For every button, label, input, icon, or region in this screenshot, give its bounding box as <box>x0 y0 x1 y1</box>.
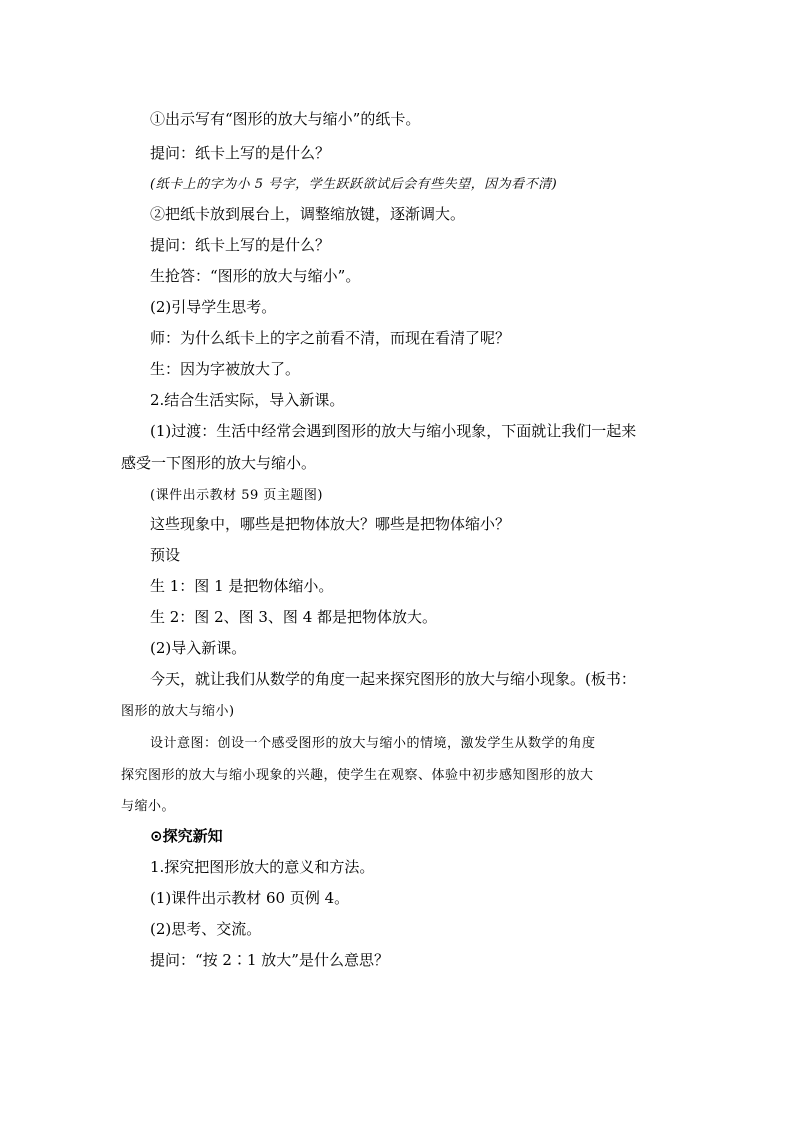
paragraph-line: (2)导入新课。 <box>150 639 247 657</box>
design-intent-line: 探究图形的放大与缩小现象的兴趣，使学生在观察、体验中初步感知图形的放大 <box>121 768 594 783</box>
paragraph-line: (1)过渡：生活中经常会遇到图形的放大与缩小现象，下面就让我们一起来 <box>150 422 637 440</box>
paragraph-line: ②把纸卡放到展台上，调整缩放键，逐渐调大。 <box>150 205 466 223</box>
paragraph-line: 提问：“按 2∶1 放大”是什么意思？ <box>150 951 389 969</box>
paragraph-line: 今天，就让我们从数学的角度一起来探究图形的放大与缩小现象。(板书： <box>150 670 636 688</box>
paragraph-line: 感受一下图形的放大与缩小。 <box>121 454 317 472</box>
paragraph-line: (1)课件出示教材 60 页例 4。 <box>150 889 350 907</box>
paragraph-line: 提问：纸卡上写的是什么？ <box>150 236 331 254</box>
paragraph-line: 生 1：图 1 是把物体缩小。 <box>150 577 334 595</box>
design-intent-line: 与缩小。 <box>121 799 176 814</box>
design-intent-line: 设计意图：创设一个感受图形的放大与缩小的情境，激发学生从数学的角度 <box>150 736 596 751</box>
paragraph-line: 1.探究把图形放大的意义和方法。 <box>150 858 375 876</box>
paragraph-line: 师：为什么纸卡上的字之前看不清，而现在看清了呢？ <box>150 329 511 347</box>
note-line: (纸卡上的字为小 5 号字，学生跃跃欲试后会有些失望，因为看不清) <box>150 177 558 192</box>
paragraph-line: 预设 <box>150 546 181 564</box>
paragraph-line: 提问：纸卡上写的是什么？ <box>150 144 331 162</box>
paragraph-line: 生抢答：“图形的放大与缩小”。 <box>150 267 361 285</box>
paragraph-line: 这些现象中，哪些是把物体放大？哪些是把物体缩小？ <box>150 515 511 533</box>
paragraph-line: (2)引导学生思考。 <box>150 298 277 316</box>
section-heading: ⊙探究新知 <box>150 827 223 845</box>
paragraph-line: 生 2：图 2、图 3、图 4 都是把物体放大。 <box>150 608 438 626</box>
paragraph-line: (2)思考、交流。 <box>150 920 262 938</box>
paragraph-line: 图形的放大与缩小) <box>121 704 235 719</box>
paragraph-line: ①出示写有“图形的放大与缩小”的纸卡。 <box>150 110 421 128</box>
note-line: (课件出示教材 59 页主题图) <box>150 488 323 503</box>
paragraph-line: 生：因为字被放大了。 <box>150 360 301 378</box>
paragraph-line: 2.结合生活实际，导入新课。 <box>150 391 345 409</box>
